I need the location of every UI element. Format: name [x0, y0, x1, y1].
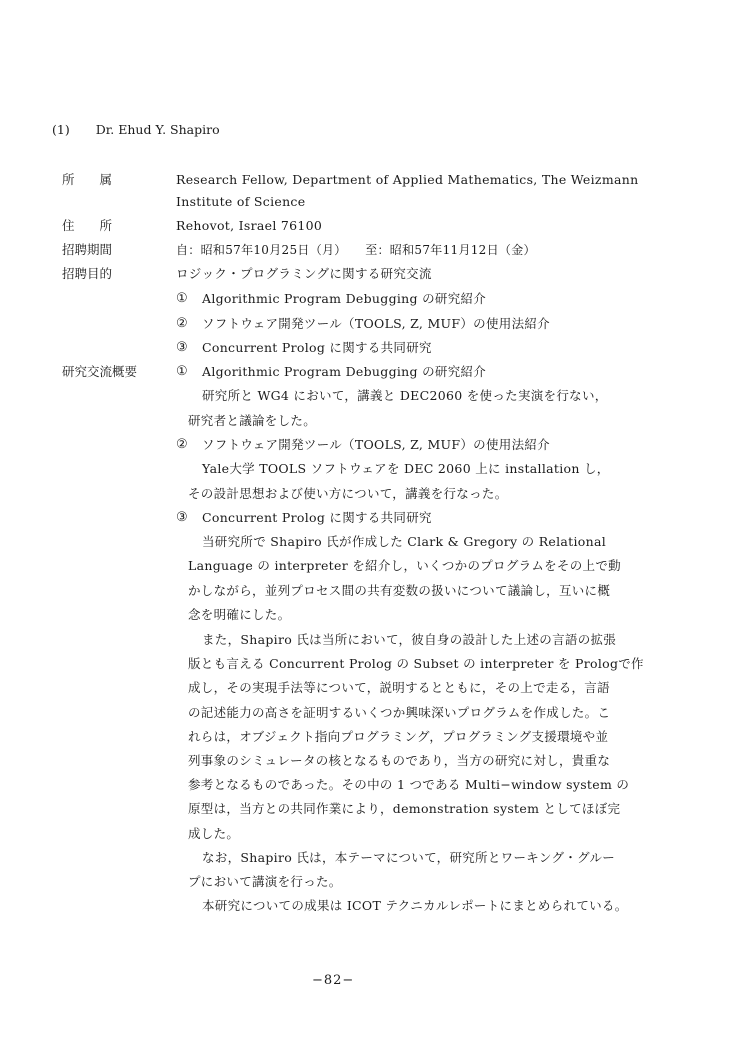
summary-item-1-title: Algorithmic Program Debugging の研究紹介: [202, 364, 487, 379]
purpose-value: ロジック・プログラミングに関する研究交流: [176, 266, 432, 281]
summary-item-3-line-7: 成し，その実現手法等について，説明するとともに，その上で走る，言語: [188, 680, 610, 695]
summary-item-3-mark: ③: [176, 510, 188, 525]
summary-item-2-mark: ②: [176, 437, 188, 452]
summary-item-3-line-11: 参考となるものであった。その中の 1 つである Multi−window system の: [188, 777, 630, 792]
section-number: (1): [52, 122, 70, 137]
summary-item-3-title: Concurrent Prolog に関する共同研究: [202, 510, 432, 525]
summary-item-3-line-13: 成した。: [188, 826, 240, 841]
address-label: 住 所: [62, 218, 113, 233]
purpose-item-3: Concurrent Prolog に関する共同研究: [202, 340, 432, 355]
visitor-name: Dr. Ehud Y. Shapiro: [95, 122, 220, 137]
affiliation-line-2: Institute of Science: [176, 194, 306, 209]
summary-item-3-line-8: の記述能力の高さを証明するいくつか興味深いプログラムを作成した。こ: [188, 705, 611, 720]
summary-item-2-line-2: その設計思想および使い方について，講義を行なった。: [188, 486, 508, 501]
summary-item-2-title: ソフトウェア開発ツール（TOOLS, Z, MUF）の使用法紹介: [202, 437, 550, 452]
page-number: −82−: [312, 973, 355, 988]
purpose-item-2: ソフトウェア開発ツール（TOOLS, Z, MUF）の使用法紹介: [202, 316, 550, 331]
summary-item-3-line-10: 列事象のシミュレータの核となるものであり，当方の研究に対し，貴重な: [188, 753, 611, 768]
summary-item-2-line-1: Yale大学 TOOLS ソフトウェアを DEC 2060 上に installation し，: [202, 461, 610, 476]
affiliation-line-1: Research Fellow, Department of Applied Mathematics, The Weizmann: [176, 172, 639, 187]
purpose-item-3-mark: ③: [176, 340, 188, 355]
purpose-item-2-mark: ②: [176, 316, 188, 331]
summary-label: 研究交流概要: [62, 364, 138, 379]
period-value: 自：昭和57年10月25日（月） 至：昭和57年11月12日（金）: [176, 243, 536, 257]
summary-item-3-line-1: 当研究所で Shapiro 氏が作成した Clark & Gregory の Relational: [202, 534, 607, 549]
purpose-item-1-mark: ①: [176, 291, 188, 306]
period-label: 招聘期間: [62, 242, 113, 257]
summary-item-1-line-1: 研究所と WG4 において，講義と DEC2060 を使った実演を行ない，: [202, 388, 608, 403]
affiliation-label: 所 属: [62, 172, 113, 187]
summary-item-3-line-3: かしながら，並列プロセス間の共有変数の扱いについて議論し，互いに概: [188, 583, 611, 598]
summary-item-3-line-2: Language の interpreter を紹介し，いくつかのプログラムをその上で動: [188, 558, 621, 573]
summary-item-1-mark: ①: [176, 364, 188, 379]
summary-item-1-line-2: 研究者と議論をした。: [188, 413, 317, 428]
section-heading: [52, 122, 220, 137]
summary-item-3-line-16: 本研究についての成果は ICOT テクニカルレポートにまとめられている。: [202, 898, 628, 913]
summary-item-3-line-4: 念を明確にした。: [188, 607, 291, 622]
summary-item-3-line-9: れらは，オブジェクト指向プログラミング，プログラミング支援環境や並: [188, 729, 609, 744]
summary-item-3-line-6: 版とも言える Concurrent Prolog の Subset の interpreter を Prologで作: [188, 656, 644, 671]
purpose-label: 招聘目的: [62, 266, 113, 281]
address-value: Rehovot, Israel 76100: [176, 218, 323, 233]
summary-item-3-line-5: また，Shapiro 氏は当所において，彼自身の設計した上述の言語の拡張: [202, 632, 617, 647]
summary-item-3-line-14: なお，Shapiro 氏は，本テーマについて，研究所とワーキング・グルー: [202, 850, 616, 865]
summary-item-3-line-12: 原型は，当方との共同作業により，demonstration system としてほぼ完: [188, 801, 621, 816]
purpose-item-1: Algorithmic Program Debugging の研究紹介: [202, 291, 487, 306]
summary-item-3-line-15: プにおいて講演を行った。: [188, 874, 342, 889]
